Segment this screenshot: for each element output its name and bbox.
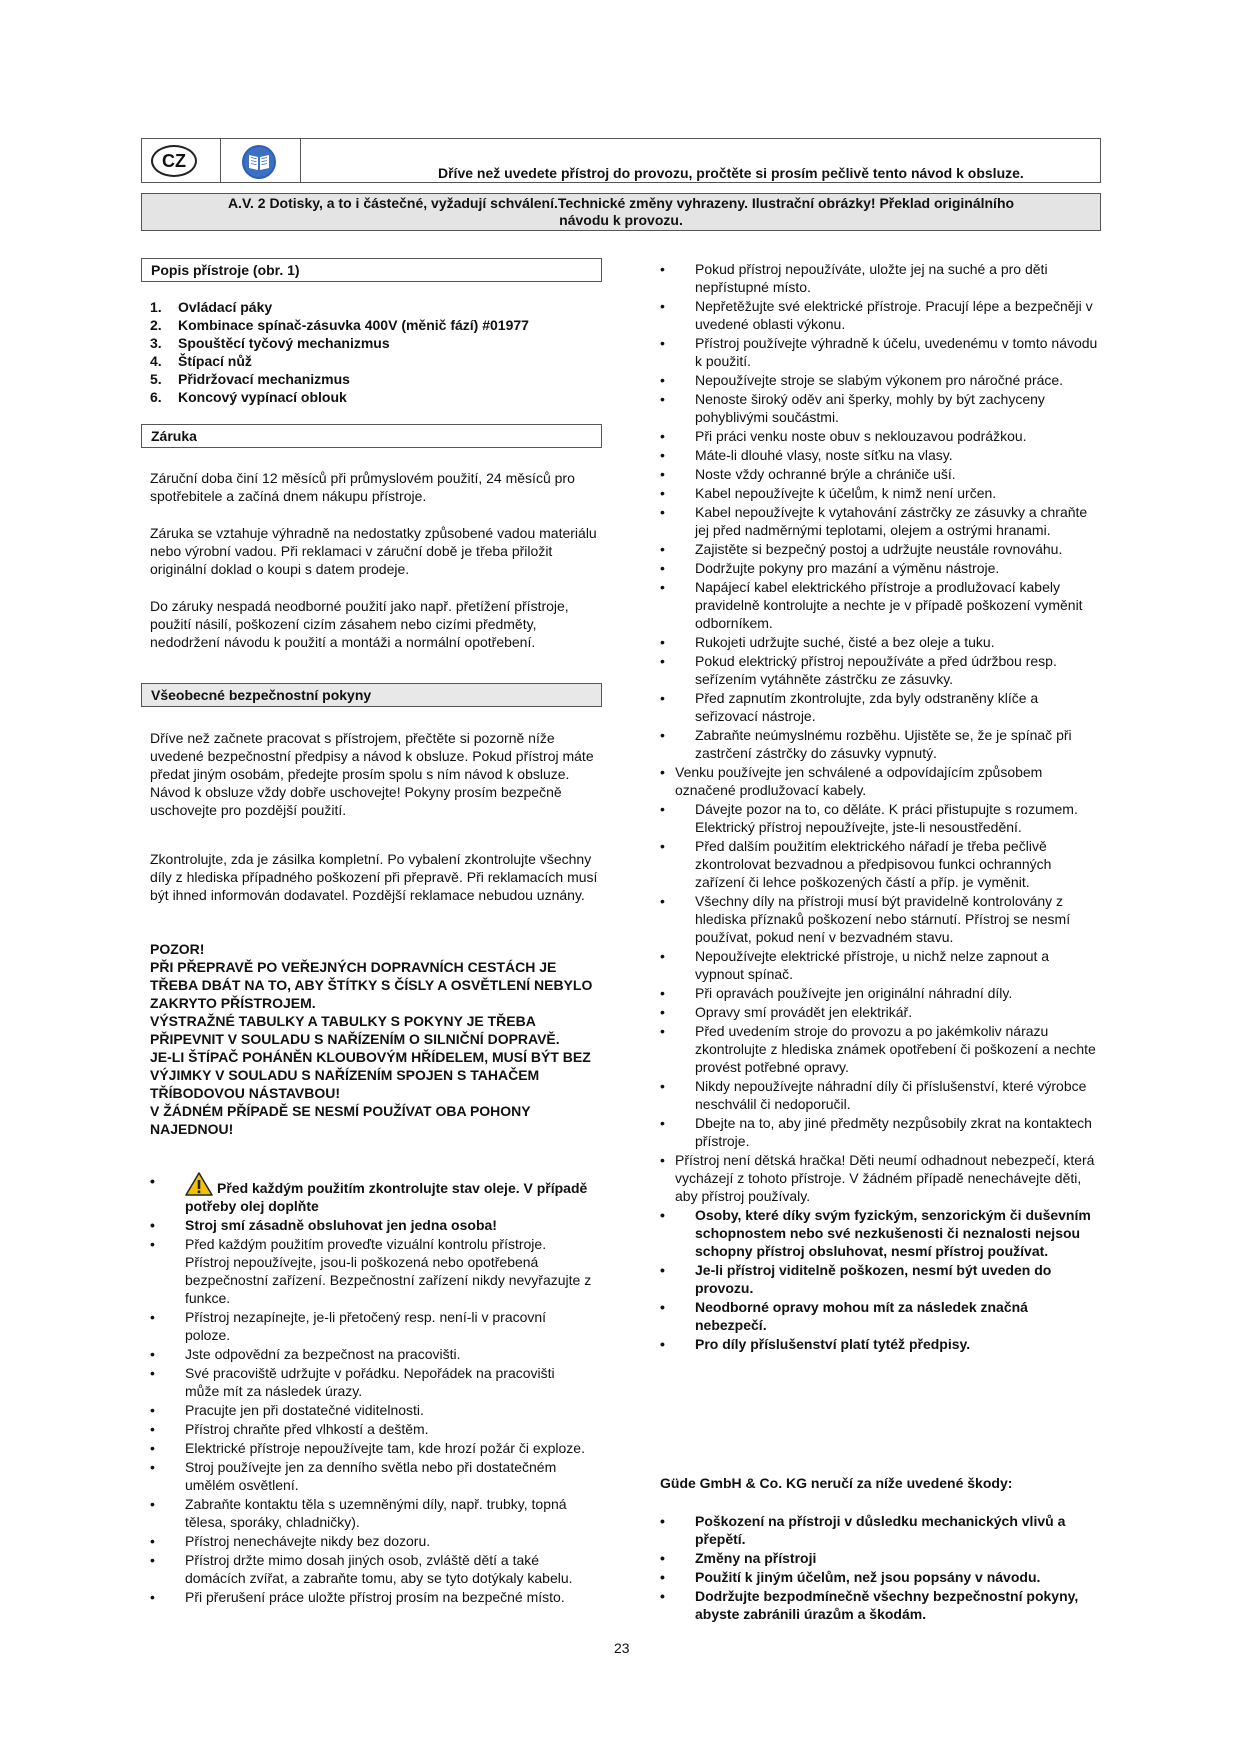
list-item: • Venku používejte jen schválené a odpovídajícím způsobem označené prodlužovací kabely.: [660, 763, 1100, 799]
section-heading-zaruka: Záruka: [141, 424, 602, 448]
warranty-paragraph-2: Záruka se vztahuje výhradně na nedostatky způsobené vadou materiálu nebo výrobní vadou. Při reklamaci v záruční době je třeba přiložit originální doklad o koupi s datem prodeje.: [150, 525, 597, 577]
list-item: • Přístroj nezapínejte, je-li přetočený resp. není-li v pracovní poloze.: [150, 1308, 592, 1344]
list-item: 2. Kombinace spínač-zásuvka 400V (měnič fází) #01977: [150, 317, 529, 333]
list-item: • Před dalším použitím elektrického nářadí je třeba pečlivě zkontrolovat bezvadnou a předpisovou funkci ochranných zařízení či lehce poškozených částí a příp. je vyměnit.: [660, 837, 1100, 891]
list-item: • Dávejte pozor na to, co děláte. K práci přistupujte s rozumem. Elektrický přístroj nepoužívejte, jste-li nesoustředění.: [660, 800, 1100, 836]
warning-triangle-icon: [185, 1172, 213, 1196]
list-item: • Zabraňte neúmyslnému rozběhu. Ujistěte se, že je spínač při zastrčení zástrčky do zásuvky vypnutý.: [660, 726, 1100, 762]
list-item: • Nepoužívejte stroje se slabým výkonem pro náročné práce.: [660, 371, 1100, 389]
list-item: • Dbejte na to, aby jiné předměty nezpůsobily zkrat na kontaktech přístroje.: [660, 1114, 1100, 1150]
list-item: • Poškození na přístroji v důsledku mechanických vlivů a přepětí.: [660, 1512, 1100, 1548]
list-item: • Napájecí kabel elektrického přístroje a prodlužovací kabely pravidelně kontrolujte a nechte je v případě poškození vyměnit odborníkem.: [660, 578, 1100, 632]
list-item: • Máte-li dlouhé vlasy, noste síťku na vlasy.: [660, 446, 1100, 464]
list-item: • Kabel nepoužívejte k vytahování zástrčky ze zásuvky a chraňte jej před nadměrnými teplotami, olejem a ostrými hranami.: [660, 503, 1100, 539]
section-heading-popis: Popis přístroje (obr. 1): [141, 258, 602, 282]
list-item: • Při opravách používejte jen originální náhradní díly.: [660, 984, 1100, 1002]
list-item: • Před zapnutím zkontrolujte, zda byly odstraněny klíče a seřizovací nástroje.: [660, 689, 1100, 725]
read-manual-icon: [241, 144, 277, 180]
list-item: • Změny na přístroji: [660, 1549, 1100, 1567]
warning-block: [150, 940, 600, 1138]
list-item: • Je-li přístroj viditelně poškozen, nesmí být uveden do provozu.: [660, 1261, 1100, 1297]
warranty-paragraph-3: Do záruky nespadá neodborné použití jako např. přetížení přístroje, použití násilí, poškození cizím zásahem nebo cizími předměty, nedodržení návodu k použití a montáži a normální opotřebení.: [150, 598, 569, 650]
list-item: • Před uvedením stroje do provozu a po jakémkoliv nárazu zkontrolujte z hlediska známek opotřebení či poškození a nechte provést potřebné opravy.: [660, 1022, 1100, 1076]
list-item: • Při přerušení práce uložte přístroj prosím na bezpečné místo.: [150, 1588, 592, 1606]
list-item: • Použití k jiným účelům, než jsou popsány v návodu.: [660, 1568, 1100, 1586]
list-item: • Přístroj držte mimo dosah jiných osob, zvláště dětí a také domácích zvířat, a zabraňte tomu, aby se tyto dotýkaly kabelu.: [150, 1551, 592, 1587]
list-item: • Pokud přístroj nepoužíváte, uložte jej na suché a pro děti nepřístupné místo.: [660, 260, 1100, 296]
list-item: • Dodržujte pokyny pro mazání a výměnu nástroje.: [660, 559, 1100, 577]
warning-title: POZOR!: [150, 941, 205, 957]
warning-line: JE-LI ŠTÍPAČ POHÁNĚN KLOUBOVÝM HŘÍDELEM, MUSÍ BÝT BEZ VÝJIMKY V SOULADU S NAŘÍZENÍM SPOJEN S TAHAČEM TŘÍBODOVOU NÁSTAVBOU!: [150, 1049, 591, 1101]
warning-line: VÝSTRAŽNÉ TABULKY A TABULKY S POKYNY JE TŘEBA PŘIPEVNIT V SOULADU S NAŘÍZENÍM O SILNIČNÍ DOPRAVĚ.: [150, 1013, 560, 1047]
list-item: • Neodborné opravy mohou mít za následek značná nebezpečí.: [660, 1298, 1100, 1334]
list-item: • Před každým použitím zkontrolujte stav oleje. V případě potřeby olej doplňte: [150, 1172, 592, 1215]
safety-paragraph-1: Dříve než začnete pracovat s přístrojem, přečtěte si pozorně níže uvedené bezpečnostní předpisy a návod k obsluze. Pokud přístroj máte předat jiným osobám, předejte prosím spolu s ním návod k obsluze. Návod k obsluze vždy dobře uschovejte! Pokyny prosím bezpečně uschovejte pro pozdější použití.: [150, 730, 594, 818]
list-item: 6. Koncový vypínací oblouk: [150, 389, 347, 405]
list-item: • Přístroj nenechávejte nikdy bez dozoru.: [150, 1532, 592, 1550]
left-safety-list: [150, 1172, 592, 1607]
parts-list: [150, 298, 529, 406]
liability-list: [660, 1512, 1100, 1624]
list-item: • Před každým použitím proveďte vizuální kontrolu přístroje. Přístroj nepoužívejte, jsou-li poškozená nebo opotřebená bezpečnostní zařízení. Bezpečnostní zařízení nikdy nevyřazujte z funkce.: [150, 1235, 592, 1307]
list-item: • Pracujte jen při dostatečné viditelnosti.: [150, 1401, 592, 1419]
list-item: • Pro díly příslušenství platí tytéž předpisy.: [660, 1335, 1100, 1353]
list-item: • Přístroj není dětská hračka! Děti neumí odhadnout nebezpečí, která vycházejí z tohoto přístroje. V žádném případě nenechávejte děti, aby přístroj používaly.: [660, 1151, 1100, 1205]
list-item: • Kabel nepoužívejte k účelům, k nimž není určen.: [660, 484, 1100, 502]
list-item: • Osoby, které díky svým fyzickým, senzorickým či duševním schopnostem nebo své nezkušenosti či neznalosti nejsou schopny přístroj obsluhovat, nesmí přístroj používat.: [660, 1206, 1100, 1260]
header-bar: [141, 138, 1101, 183]
list-item: • Jste odpovědní za bezpečnost na pracovišti.: [150, 1345, 592, 1363]
right-safety-list: [660, 260, 1100, 1354]
list-item: • Noste vždy ochranné brýle a chrániče uší.: [660, 465, 1100, 483]
list-item: • Opravy smí provádět jen elektrikář.: [660, 1003, 1100, 1021]
warranty-paragraph-1: Záruční doba činí 12 měsíců při průmyslovém použití, 24 měsíců pro spotřebitele a začíná dnem nákupu přístroje.: [150, 470, 575, 504]
list-item: • Při práci venku noste obuv s neklouzavou podrážkou.: [660, 427, 1100, 445]
list-item: • Rukojeti udržujte suché, čisté a bez oleje a tuku.: [660, 633, 1100, 651]
list-item: • Přístroj chraňte před vlhkostí a deštěm.: [150, 1420, 592, 1438]
list-item: • Své pracoviště udržujte v pořádku. Nepořádek na pracovišti může mít za následek úrazy.: [150, 1364, 592, 1400]
list-item: 3. Spouštěcí tyčový mechanizmus: [150, 335, 390, 351]
list-item: • Nikdy nepoužívejte náhradní díly či příslušenství, které výrobce neschválil či nedoporučil.: [660, 1077, 1100, 1113]
list-item: • Elektrické přístroje nepoužívejte tam, kde hrozí požár či exploze.: [150, 1439, 592, 1457]
list-item: • Všechny díly na přístroji musí být pravidelně kontrolovány z hlediska příznaků poškození nebo stárnutí. Přístroj se nesmí používat, pokud není v bezvadném stavu.: [660, 892, 1100, 946]
page-number: 23: [614, 1640, 630, 1656]
section-heading-safety: Všeobecné bezpečnostní pokyny: [141, 683, 602, 707]
list-item: 1. Ovládací páky: [150, 299, 273, 315]
list-item: • Nepřetěžujte své elektrické přístroje. Pracují lépe a bezpečněji v uvedené oblasti výkonu.: [660, 297, 1100, 333]
warning-line: PŘI PŘEPRAVĚ PO VEŘEJNÝCH DOPRAVNÍCH CESTÁCH JE TŘEBA DBÁT NA TO, ABY ŠTÍTKY S ČÍSLY A OSVĚTLENÍ NEBYLO ZAKRYTO PŘÍSTROJEM.: [150, 959, 593, 1011]
list-item: • Stroj používejte jen za denního světla nebo při dostatečném umělém osvětlení.: [150, 1458, 592, 1494]
list-item: 5. Přidržovací mechanizmus: [150, 371, 350, 387]
lang-badge: CZ: [151, 145, 197, 177]
notice-line-1: A.V. 2 Dotisky, a to i částečné, vyžadují schválení.Technické změny vyhrazeny. Ilustrační obrázky! Překlad originálního: [227, 195, 1015, 211]
lang-cell: [142, 139, 221, 182]
header-title: Dříve než uvedete přístroj do provozu, pročtěte si prosím pečlivě tento návod k obsluze.: [438, 165, 1024, 181]
notice-bar: [141, 193, 1101, 231]
list-item: • Pokud elektrický přístroj nepoužíváte a před údržbou resp. seřízením vytáhněte zástrčku ze zásuvky.: [660, 652, 1100, 688]
list-item: • Dodržujte bezpodmínečně všechny bezpečnostní pokyny, abyste zabránili úrazům a škodám.: [660, 1587, 1100, 1623]
list-item: • Zabraňte kontaktu těla s uzemněnými díly, např. trubky, topná tělesa, sporáky, chladničky).: [150, 1495, 592, 1531]
list-item: • Nenoste široký oděv ani šperky, mohly by být zachyceny pohyblivými součástmi.: [660, 390, 1100, 426]
notice-line-2: návodu k provozu.: [559, 212, 683, 228]
liability-heading: Güde GmbH & Co. KG neručí za níže uvedené škody:: [660, 1475, 1013, 1491]
manual-icon-cell: [220, 139, 301, 182]
safety-paragraph-2: Zkontrolujte, zda je zásilka kompletní. Po vybalení zkontrolujte všechny díly z hlediska případného poškození při přepravě. Při reklamacích musí být ihned informován dodavatel. Pozdější reklamace nebudou uznány.: [150, 851, 598, 903]
list-item: • Zajistěte si bezpečný postoj a udržujte neustále rovnováhu.: [660, 540, 1100, 558]
list-item: • Nepoužívejte elektrické přístroje, u nichž nelze zapnout a vypnout spínač.: [660, 947, 1100, 983]
list-item: • Přístroj používejte výhradně k účelu, uvedenému v tomto návodu k použití.: [660, 334, 1100, 370]
list-item: 4. Štípací nůž: [150, 353, 252, 369]
list-item: • Stroj smí zásadně obsluhovat jen jedna osoba!: [150, 1216, 592, 1234]
warning-line: V ŽÁDNÉM PŘÍPADĚ SE NESMÍ POUŽÍVAT OBA POHONY NAJEDNOU!: [150, 1103, 531, 1137]
